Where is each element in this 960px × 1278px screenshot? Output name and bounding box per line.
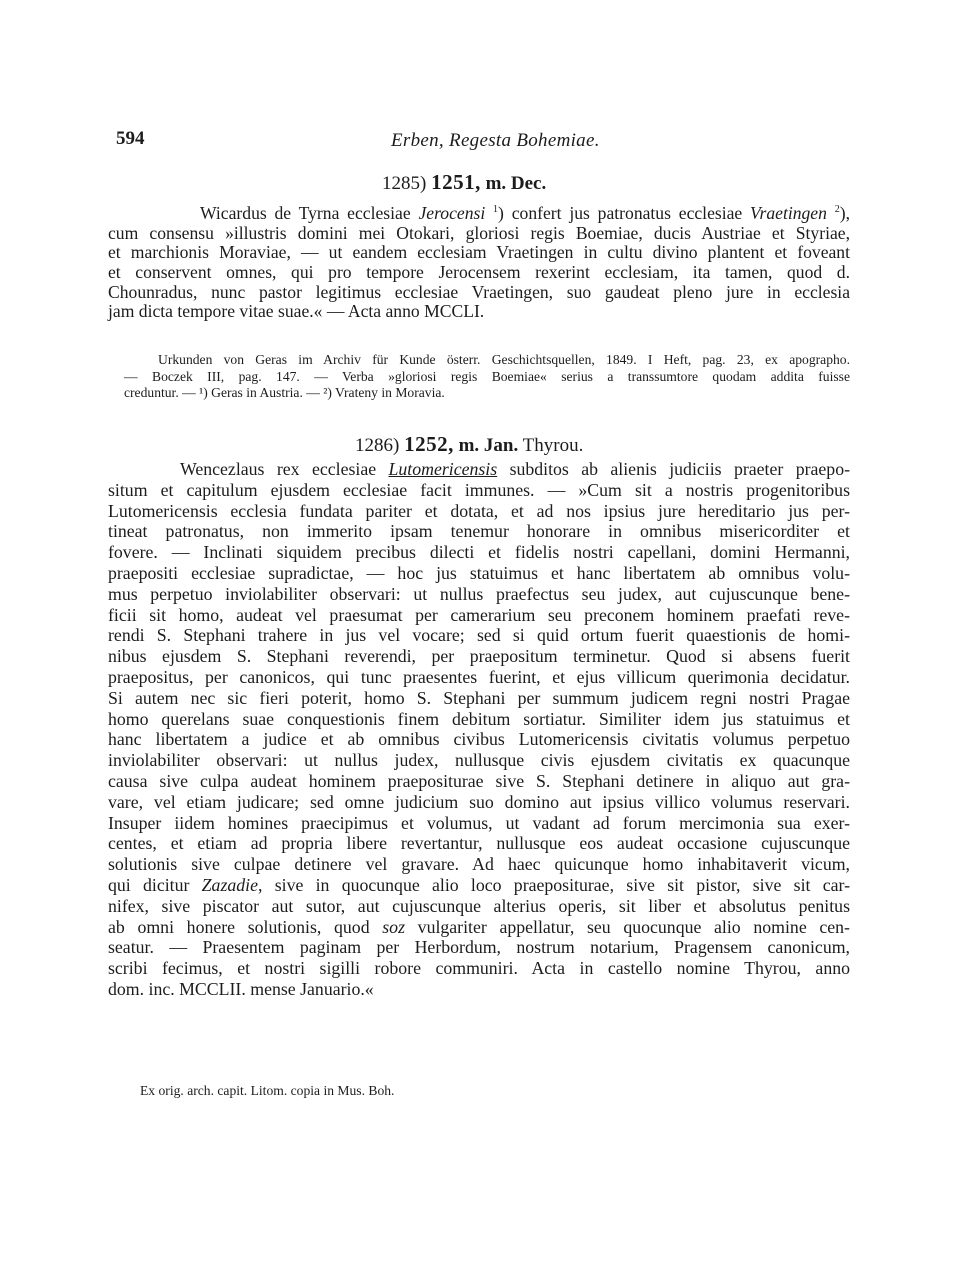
note-line: creduntur. — ¹) Geras in Austria. — ²) Vrateny in Moravia. xyxy=(124,385,445,400)
paragraph-line: ab omni honere solutionis, quod soz vulgariter appellatur, seu quocunque alio nomine cen- xyxy=(108,916,850,937)
paragraph-line: fovere. — Inclinati siquidem precibus dilecti et fidelis nostri capellani, domini Hermanni, xyxy=(108,542,850,563)
entry-number: 1252, xyxy=(404,432,454,456)
entry-number: 1251, xyxy=(431,170,481,194)
paragraph-line: situm et capitulum ejusdem ecclesiae facit immunes. — »Cum sit a nostris progenitoribus xyxy=(108,479,850,500)
paragraph-line: rendi S. Stephani trahere in jus vel vocare; sed si quid ortum fuerit quaestionis de homi- xyxy=(108,625,850,646)
entry-month: m. Dec. xyxy=(485,173,547,194)
entry-heading-1251 xyxy=(382,170,546,195)
page-header xyxy=(116,128,836,158)
paragraph-line: centes, et etiam ad propria libere revertantur, nullusque eos audeat occasione cujuscunque xyxy=(108,833,850,854)
entry-place: Thyrou. xyxy=(522,435,584,456)
entry-1251-notes xyxy=(124,352,850,402)
running-title: Erben, Regesta Bohemiae. xyxy=(391,130,600,151)
paragraph-line: tineat patronatus, non immerito ipsam tenemur honorare in omnibus misericorditer et xyxy=(108,521,850,542)
paragraph-line: causa sive culpa audeat hominem praepositurae sive S. Stephani detinere in aliquo aut gra- xyxy=(108,770,850,791)
paragraph-line: scribi fecimus, et nostri sigilli robore communiri. Acta in castello nomine Thyrou, anno xyxy=(108,958,850,979)
page-number: 594 xyxy=(116,128,145,149)
entry-heading-1252 xyxy=(355,432,583,457)
paragraph-line: praepositus, per canonicos, qui tunc praesentes fuerint, et ejus villicum querimonia decidatur. xyxy=(108,666,850,687)
entry-1252-body xyxy=(108,459,850,1000)
paragraph-line: Wencezlaus rex ecclesiae Lutomericensis subditos ab alienis judiciis praeter praepo- xyxy=(180,459,851,479)
paragraph-line: et conservent omnes, qui pro tempore Jerocensem rexerint ecclesiam, ita tamen, quod d. xyxy=(108,261,850,282)
paragraph-line: solutionis sive culpae detinere vel gravare. Ad haec quicunque homo inhabitaverit vicum, xyxy=(108,854,850,875)
paragraph-line: ficii sit homo, audeat vel praesumat per camerarium seu preconem hominem praefati reve- xyxy=(108,604,850,625)
paragraph-line: homo querelans suae conquestionis finem debitum sortiatur. Similiter idem jus statuimus et xyxy=(108,708,850,729)
paragraph-line: praepositi ecclesiae supradictae, — hoc jus statuimus et hanc libertatem ab omnibus volu- xyxy=(108,562,850,583)
paragraph-line: jam dicta tempore vitae suae.« — Acta anno MCCLI. xyxy=(108,301,485,322)
paragraph-line: mus perpetuo inviolabiliter observari: ut nullus praefectus seu judex, aut cujuscunque bene- xyxy=(108,583,850,604)
note-line: Urkunden von Geras im Archiv für Kunde österr. Geschichtsquellen, 1849. I Heft, pag. 23, ex apographo. xyxy=(158,352,850,367)
note-line: — Boczek III, pag. 147. — Verba »gloriosi regis Boemiae« serius a transsumtore quodam addita fuisse xyxy=(124,368,850,384)
paragraph-line: vare, vel etiam judicare; sed omne judicium suo domino aut ipsius villico volumus reservari. xyxy=(108,791,850,812)
paragraph-line: hanc libertatem a judice et ab omnibus civibus Lutomericensis civitatis volumus perpetuo xyxy=(108,729,850,750)
entry-seq: 1285) xyxy=(382,173,427,194)
paragraph-line: Chounradus, nunc pastor legitimus ecclesiae Vraetingen, suo gaudeat pleno jure in ecclesia xyxy=(108,281,850,302)
entry-seq: 1286) xyxy=(355,435,400,456)
paragraph-line: nifex, sive piscator aut sutor, aut cujuscunque alterius operis, sit liber et absolutus penitus xyxy=(108,895,850,916)
paragraph-line: nibus ejusdem S. Stephani reverendi, per praepositum terminetur. Quod si absens fuerit xyxy=(108,646,850,667)
paragraph-line: dom. inc. MCCLII. mense Januario.« xyxy=(108,978,374,999)
paragraph-line: Insuper iidem homines praecipimus et volumus, ut vadant ad forum mercimonia sua exer- xyxy=(108,812,850,833)
paragraph-line: Wicardus de Tyrna ecclesiae Jerocensi $^1$) confert jus patronatus ecclesiae Vraetingen $^2$), xyxy=(200,202,850,223)
source-note: Ex orig. arch. capit. Litom. copia in Mus. Boh. xyxy=(140,1083,395,1098)
paragraph-line: et marchionis Moraviae, — ut eandem ecclesiam Vraetingen in cultu divino plantent et foveant xyxy=(108,242,850,263)
paragraph-line: inviolabiliter observari: ut nullus judex, nullusque civis ejusdem civitatis ex quacunque xyxy=(108,750,850,771)
paragraph-line: Si autem nec sic fieri poterit, homo S. Stephani per summum judicem regni nostri Pragae xyxy=(108,687,850,708)
paragraph-line: Lutomericensis ecclesia fundata pariter et dotata, et ad nos ipsius jure hereditario jus per- xyxy=(108,500,850,521)
paragraph-line: seatur. — Praesentem paginam per Herbordum, nostrum notarium, Pragensem canonicum, xyxy=(108,937,850,958)
paragraph-line: qui dicitur Zazadie, sive in quocunque alio loco praepositurae, sive sit pistor, sive sit car- xyxy=(108,874,851,895)
paragraph-line: cum consensu »illustris domini mei Otokari, gloriosi regis Boemiae, ducis Austriae et Styriae, xyxy=(108,222,850,243)
entry-month: m. Jan. xyxy=(458,435,519,456)
entry-1251-body xyxy=(108,200,850,322)
